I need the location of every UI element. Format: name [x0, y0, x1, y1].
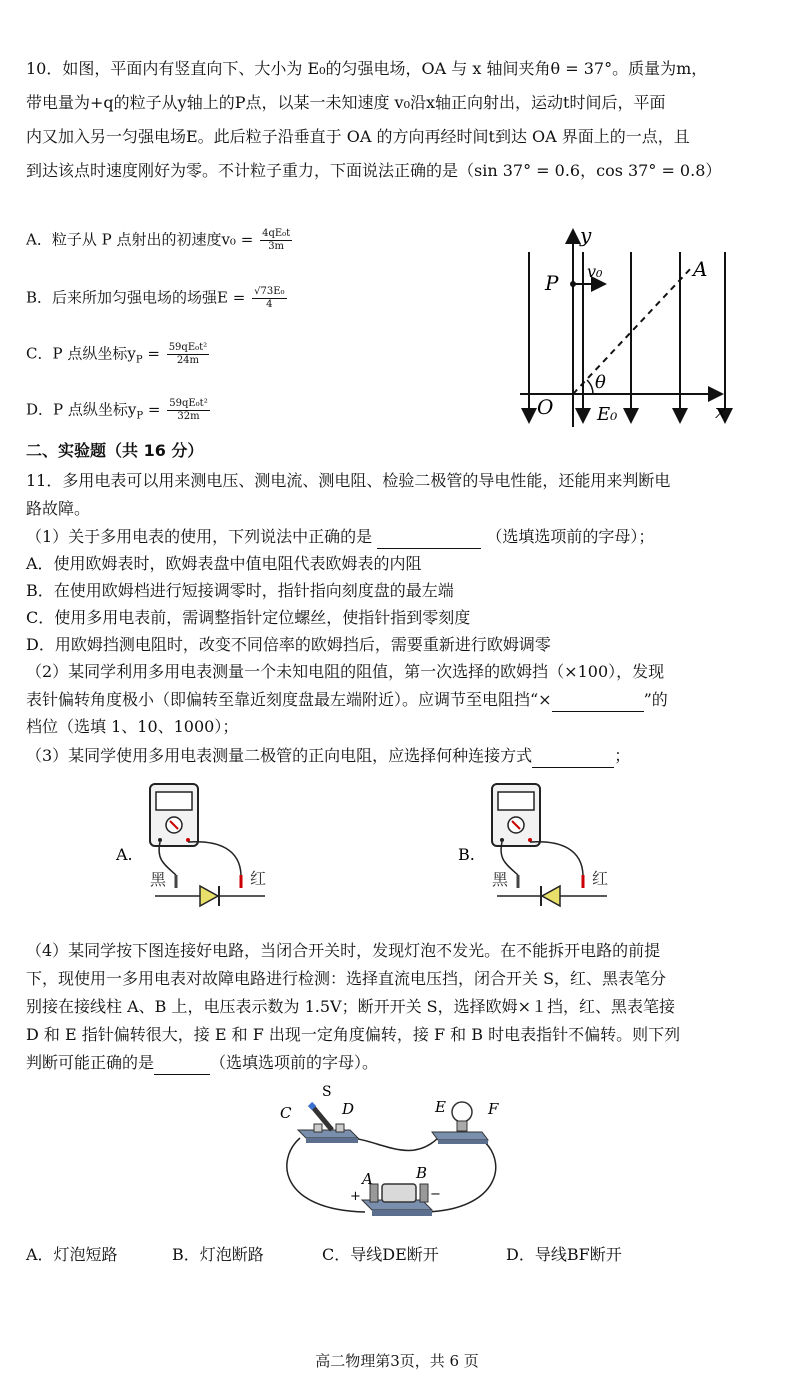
bulb-base-side — [438, 1140, 488, 1144]
switch-base-side — [306, 1138, 358, 1143]
fraction-denominator: 4 — [266, 299, 273, 310]
black-label: 黑 — [492, 870, 509, 889]
option-d-fraction — [167, 398, 209, 423]
switch-terminal — [314, 1124, 322, 1132]
terminal-e-label: E — [435, 1098, 446, 1116]
battery-holder-side — [372, 1210, 432, 1216]
part3-end: ； — [614, 746, 631, 765]
switch-base — [298, 1130, 358, 1138]
answer-blank[interactable] — [154, 1052, 210, 1075]
part2-text: 表针偏转角度极小（即偏转至靠近刻度盘最左端附近）。应调节至电阻挡“× — [26, 690, 552, 709]
option-b-text: B．后来所加匀强电场的场强E = — [26, 288, 246, 307]
q11-part4-option-c: C．导线DE断开 — [322, 1245, 439, 1264]
red-label: 红 — [250, 869, 267, 888]
part1-text: （1）关于多用电表的使用，下列说法中正确的是 — [26, 527, 373, 546]
red-lead — [188, 842, 241, 875]
q11-part4-option-b: B．灯泡断路 — [172, 1245, 264, 1264]
option-a-text: A．粒子从 P 点射出的初速度v₀ = — [26, 230, 254, 249]
q11-intro-1: 11．多用电表可以用来测电压、测电流、测电阻、检验二极管的导电性能，还能用来判断电 — [26, 471, 671, 490]
answer-blank[interactable] — [552, 689, 644, 712]
minus-label: − — [430, 1187, 441, 1202]
q11-part2-line-1: （2）某同学利用多用电表测量一个未知电阻的阻值，第一次选择的欧姆挡（×100），发现 — [26, 662, 665, 681]
e0-label: E₀ — [597, 404, 618, 425]
origin-label: O — [537, 395, 554, 419]
q10-option-b — [26, 286, 287, 311]
q11-part2-line-3: 档位（选填 1、10、1000）； — [26, 717, 239, 736]
v0-label: v₀ — [587, 262, 603, 281]
theta-arc — [587, 380, 593, 394]
q11-part1-option-d: D．用欧姆挡测电阻时，改变不同倍率的欧姆挡后，需要重新进行欧姆调零 — [26, 635, 551, 654]
plus-label: + — [350, 1189, 361, 1204]
option-d-text: D．P 点纵坐标y — [26, 400, 137, 419]
q11-part4-line-1: （4）某同学按下图连接好电路，当闭合开关时，发现灯泡不发光。在不能拆开电路的前提 — [26, 941, 661, 960]
section-heading: 二、实验题（共 16 分） — [26, 441, 204, 460]
switch-terminal — [336, 1124, 344, 1132]
fraction-numerator: 4qE₀t — [262, 228, 291, 239]
option-c-text: C．P 点纵坐标y — [26, 344, 136, 363]
subscript: P — [135, 354, 143, 366]
part1-text-after: （选填选项前的字母）； — [486, 527, 655, 546]
q11-part4-option-a: A．灯泡短路 — [26, 1245, 118, 1264]
part4-text: 判断可能正确的是 — [26, 1053, 155, 1072]
fraction-numerator: √73E₀ — [254, 286, 285, 297]
terminal-a-label: A — [362, 1170, 373, 1188]
q11-part2-line-2 — [26, 689, 668, 712]
battery-clip — [420, 1184, 428, 1202]
q10-line-3: 内又加入另一匀强电场E。此后粒子沿垂直于 OA 的方向再经时间t到达 OA 界面上的一点，且 — [26, 127, 690, 146]
equals: = — [143, 400, 161, 419]
figure-a-label: A. — [116, 845, 133, 864]
subscript: P — [136, 410, 144, 422]
q11-intro-2: 路故障。 — [26, 499, 91, 518]
q10-line-1: 10．如图，平面内有竖直向下、大小为 E₀的匀强电场，OA 与 x 轴间夹角θ = 37°。质量为m， — [26, 59, 708, 78]
q10-option-d — [26, 398, 210, 423]
black-jack — [158, 838, 162, 842]
fraction-denominator: 3m — [268, 241, 285, 252]
oa-line — [573, 266, 693, 394]
bulb-socket — [457, 1121, 467, 1131]
diode-triangle — [200, 886, 218, 906]
option-c-fraction — [167, 342, 209, 367]
bulb-base — [432, 1132, 488, 1140]
terminal-f-label: F — [488, 1100, 499, 1118]
multimeter-display — [498, 792, 534, 810]
terminal-d-label: D — [342, 1100, 355, 1118]
a-label: A — [693, 257, 708, 281]
q11-part1-option-c: C．使用多用电表前，需调整指针定位螺丝，使指针指到零刻度 — [26, 608, 471, 627]
terminal-b-label: B — [416, 1164, 428, 1182]
q11-part4-option-d: D．导线BF断开 — [506, 1245, 622, 1264]
part3-text: （3）某同学使用多用电表测量二极管的正向电阻，应选择何种连接方式 — [26, 746, 533, 765]
fraction-numerator: 59qE₀t² — [168, 342, 208, 353]
answer-blank[interactable] — [377, 526, 481, 549]
diode-figure-b — [452, 780, 632, 925]
q10-option-a — [26, 228, 292, 253]
fraction-denominator: 24m — [176, 355, 200, 366]
q11-part4-line-5 — [26, 1052, 378, 1075]
diode-figure-a — [110, 780, 290, 925]
page-footer: 高二物理第3页，共 6 页 — [315, 1352, 479, 1370]
bulb-icon — [452, 1102, 472, 1122]
equals: = — [142, 344, 160, 363]
figure-b-label: B. — [458, 845, 475, 864]
part2-text-after: ”的 — [643, 690, 668, 709]
circuit-figure — [270, 1080, 510, 1230]
fraction-numerator: 59qE₀t² — [169, 398, 208, 409]
q11-part4-line-4: D 和 E 指针偏转很大，接 E 和 F 出现一定角度偏转，接 F 和 B 时电表指针不偏转。则下列 — [26, 1025, 681, 1044]
switch-grip — [310, 1104, 314, 1108]
q11-part1-option-a: A．使用欧姆表时，欧姆表盘中值电阻代表欧姆表的内阻 — [26, 554, 422, 573]
multimeter-display — [156, 792, 192, 810]
black-jack — [500, 838, 504, 842]
red-lead — [530, 842, 583, 875]
x-axis-label: x — [715, 399, 727, 423]
fraction-denominator: 32m — [177, 411, 200, 422]
p-label: P — [545, 271, 559, 295]
wire-d-e — [350, 1138, 438, 1150]
q10-field-figure — [515, 222, 745, 432]
part4-text-after: （选填选项前的字母）。 — [210, 1053, 379, 1072]
q11-part1-prompt — [26, 526, 654, 549]
switch-s-label: S — [322, 1084, 332, 1100]
black-label: 黑 — [150, 870, 167, 889]
theta-label: θ — [595, 372, 606, 393]
option-b-fraction — [252, 286, 286, 311]
answer-blank[interactable] — [532, 745, 614, 768]
y-axis-label: y — [580, 223, 592, 247]
q11-part3-prompt — [26, 745, 630, 768]
q11-part4-line-2: 下，现使用一多用电表对故障电路进行检测：选择直流电压挡，闭合开关 S，红、黑表笔分 — [26, 969, 667, 988]
terminal-c-label: C — [280, 1104, 292, 1122]
option-a-fraction — [260, 228, 292, 253]
q11-part1-option-b: B．在使用欧姆档进行短接调零时，指针指向刻度盘的最左端 — [26, 581, 454, 600]
red-label: 红 — [592, 869, 609, 888]
q11-part4-line-3: 别接在接线柱 A、B 上，电压表示数为 1.5V；断开开关 S，选择欧姆×１挡，红、黑表笔接 — [26, 997, 676, 1016]
q10-option-c — [26, 342, 209, 367]
battery-icon — [382, 1184, 416, 1202]
diode-triangle — [542, 886, 560, 906]
q10-line-2: 带电量为+q的粒子从y轴上的P点，以某一未知速度 v₀沿x轴正向射出，运动t时间后，平面 — [26, 93, 666, 112]
q10-line-4: 到达该点时速度刚好为零。不计粒子重力，下面说法正确的是（sin 37° = 0.6，cos 37° = 0.8） — [26, 161, 722, 180]
